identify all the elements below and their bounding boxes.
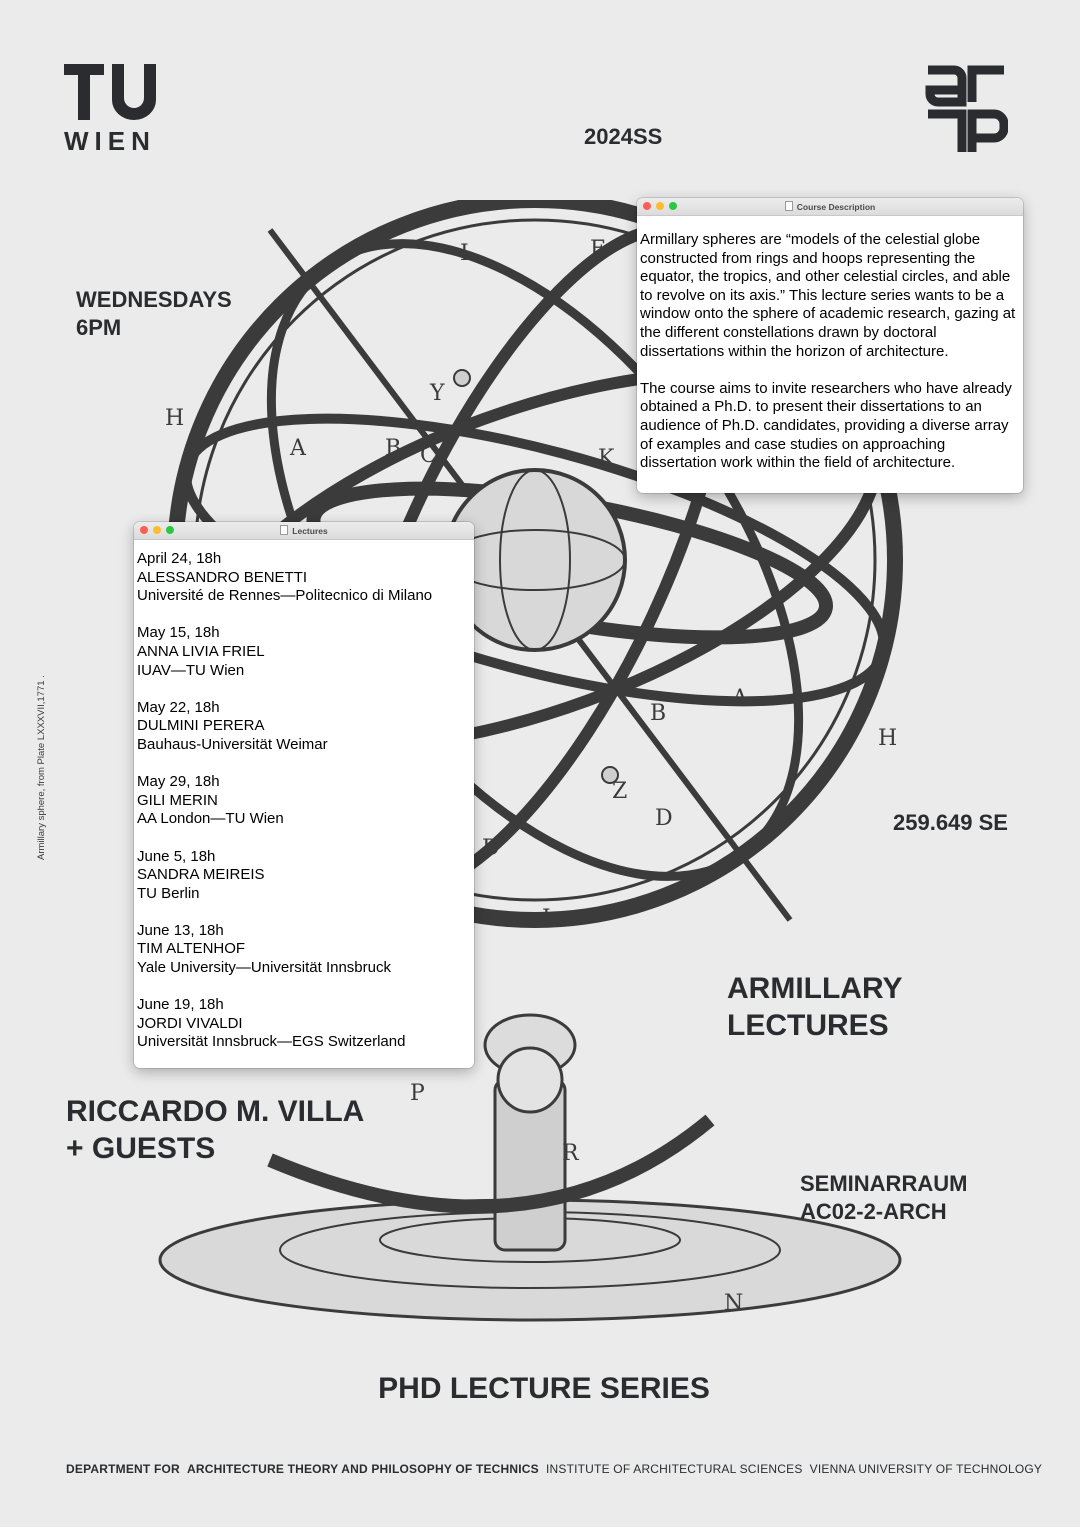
svg-text:B: B xyxy=(385,436,402,461)
lecture-date: May 15, 18h xyxy=(137,624,220,642)
schedule-time: 6PM xyxy=(76,315,122,340)
lecture-date: May 22, 18h xyxy=(137,698,220,716)
lecture-date: June 19, 18h xyxy=(137,996,224,1014)
description-paragraph-1: Armillary spheres are “models of the celestial globe constructed from rings and hoops representing the equator, the tropics, and other celestial circles, and able to revolve on its axis.” This lecture series wants to be a window onto the sphere of academic research, gazing at the different constellations drawn by doctoral dissertations within the horizon of architecture. xyxy=(640,231,1016,360)
window-title: Course Description xyxy=(796,202,876,212)
window-content[interactable] xyxy=(637,216,1023,473)
svg-text:D: D xyxy=(482,836,500,861)
svg-text:H: H xyxy=(878,726,898,751)
tu-logo-mark xyxy=(64,64,156,120)
svg-text:L: L xyxy=(542,906,557,931)
document-icon xyxy=(785,201,793,211)
lecture-speaker: DULMINI PERERA xyxy=(137,717,265,735)
schedule xyxy=(76,286,232,342)
lecture-affiliation: AA London—TU Wien xyxy=(137,810,284,828)
lecture-affiliation: IUAV—TU Wien xyxy=(137,661,245,679)
lecture-item xyxy=(137,848,470,904)
lectures-window[interactable] xyxy=(134,522,474,1068)
lecturer-line1: RICCARDO M. VILLA xyxy=(66,1095,365,1128)
lecture-speaker: JORDI VIVALDI xyxy=(137,1014,243,1032)
svg-text:R: R xyxy=(562,1141,579,1166)
svg-text:P: P xyxy=(410,1081,425,1106)
tu-logo-text: WIEN xyxy=(64,126,156,156)
window-title: Lectures xyxy=(292,526,328,536)
document-icon xyxy=(280,525,288,535)
lecture-speaker: ANNA LIVIA FRIEL xyxy=(137,642,265,660)
footer-university: VIENNA UNIVERSITY OF TECHNOLOGY xyxy=(809,1462,1043,1476)
svg-text:N: N xyxy=(724,1291,744,1316)
lecture-item xyxy=(137,773,470,829)
footer-department: DEPARTMENT FOR xyxy=(66,1462,180,1476)
artp-logo xyxy=(924,62,1008,159)
window-titlebar[interactable] xyxy=(637,198,1023,216)
lecture-date: May 29, 18h xyxy=(137,773,220,791)
lecture-item xyxy=(137,699,470,755)
svg-text:K: K xyxy=(598,446,615,471)
svg-text:Z: Z xyxy=(612,779,628,804)
schedule-day: WEDNESDAYS xyxy=(76,287,232,312)
lecture-speaker: GILI MERIN xyxy=(137,791,218,809)
lecture-affiliation: Bauhaus-Universität Weimar xyxy=(137,735,328,753)
lecture-item xyxy=(137,550,470,606)
svg-text:E: E xyxy=(590,237,607,262)
lecture-affiliation: Universität Innsbruck—EGS Switzerland xyxy=(137,1033,406,1051)
room xyxy=(800,1170,967,1226)
lecturer-line2: + GUESTS xyxy=(66,1132,216,1165)
svg-text:A: A xyxy=(290,436,306,461)
footer-institute: INSTITUTE OF ARCHITECTURAL SCIENCES xyxy=(545,1462,803,1476)
lecture-date: June 5, 18h xyxy=(137,847,216,865)
lecture-speaker: ALESSANDRO BENETTI xyxy=(137,568,308,586)
lecture-affiliation: TU Berlin xyxy=(137,884,200,902)
svg-text:D: D xyxy=(655,806,673,831)
series-title-line2: LECTURES xyxy=(727,1009,889,1042)
window-content[interactable] xyxy=(134,540,474,1052)
lecture-affiliation: Université de Rennes—Politecnico di Milano xyxy=(137,587,433,605)
room-line2: AC02-2-ARCH xyxy=(800,1199,947,1224)
term-label: 2024SS xyxy=(584,124,663,149)
footer xyxy=(66,1462,1042,1476)
svg-text:C: C xyxy=(420,443,437,468)
lecturer xyxy=(66,1093,364,1167)
lecture-speaker: TIM ALTENHOF xyxy=(137,940,246,958)
course-number: 259.649 SE xyxy=(893,810,1008,835)
image-caption: Armillary sphere, from Plate LXXXVII,1771 . xyxy=(36,675,47,860)
series-type: PHD LECTURE SERIES xyxy=(378,1372,710,1405)
lecture-affiliation: Yale University—Universität Innsbruck xyxy=(137,959,391,977)
series-title xyxy=(727,970,903,1044)
series-title-line1: ARMILLARY xyxy=(727,972,903,1005)
lecture-item xyxy=(137,996,470,1052)
lecture-item xyxy=(137,922,470,978)
room-line1: SEMINARRAUM xyxy=(800,1171,968,1196)
svg-text:H: H xyxy=(165,406,185,431)
window-titlebar[interactable] xyxy=(134,522,474,540)
svg-text:A: A xyxy=(732,686,748,711)
lecture-item xyxy=(137,624,470,680)
lecture-date: June 13, 18h xyxy=(137,921,224,939)
svg-text:Y: Y xyxy=(430,381,445,406)
course-description-window[interactable] xyxy=(637,198,1023,493)
tu-wien-logo xyxy=(64,64,164,157)
lecture-speaker: SANDRA MEIREIS xyxy=(137,866,265,884)
footer-department-name: ARCHITECTURE THEORY AND PHILOSOPHY OF TECHNICS xyxy=(186,1462,539,1476)
svg-text:L: L xyxy=(460,241,475,266)
svg-text:B: B xyxy=(650,701,667,726)
description-paragraph-2: The course aims to invite researchers who have already obtained a Ph.D. to present their dissertations to an audience of Ph.D. candidates, providing a diverse array of examples and case studies on approaching dissertation work within the field of architecture. xyxy=(640,379,1012,472)
lecture-date: April 24, 18h xyxy=(137,550,222,567)
